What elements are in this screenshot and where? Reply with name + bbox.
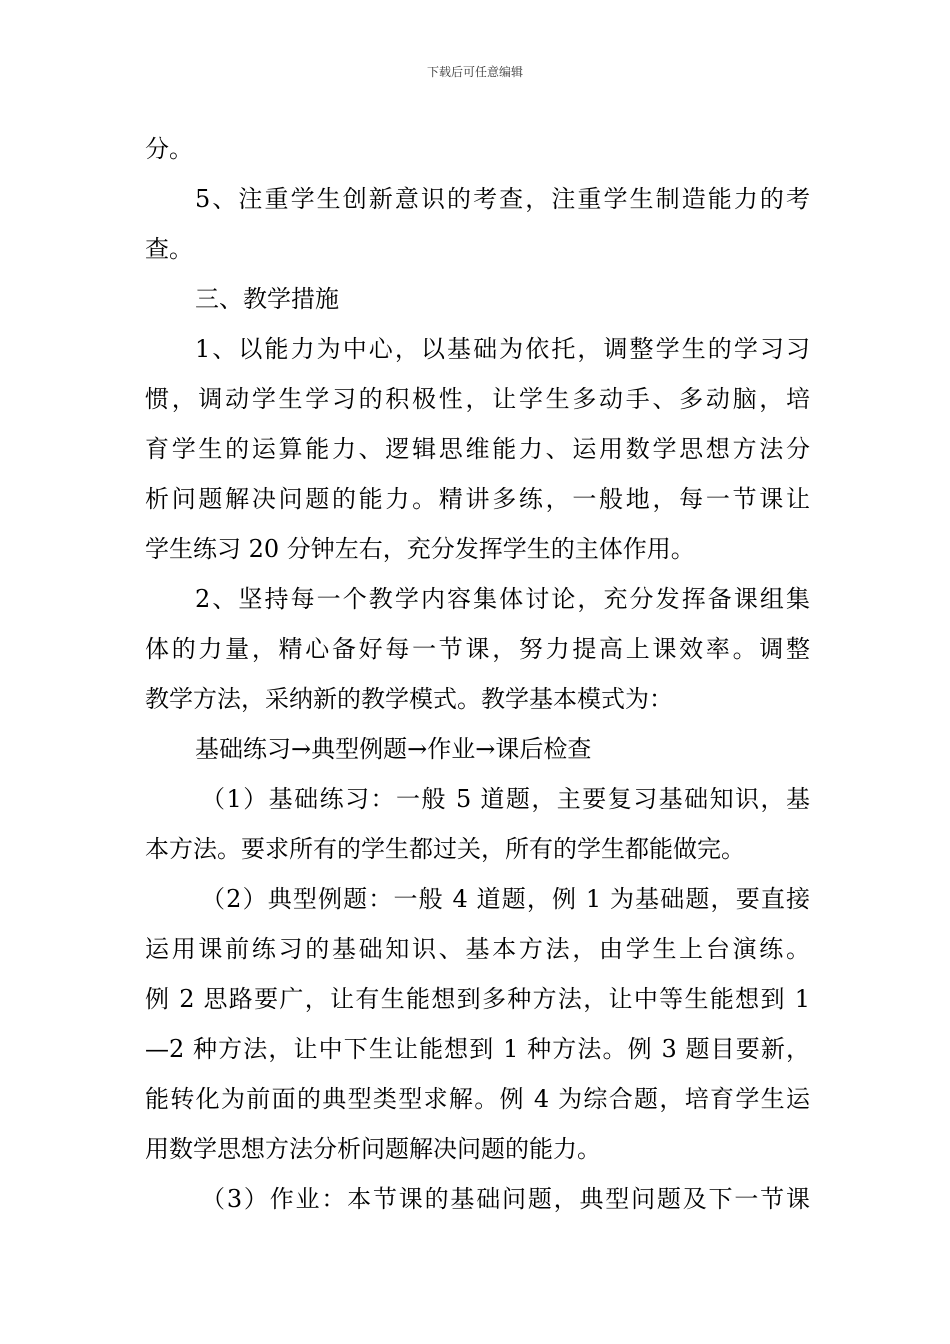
text-line: 运用课前练习的基础知识、基本方法，由学生上台演练。 [145,935,810,963]
text-line: 1、以能力为中心，以基础为依托，调整学生的学习习 [195,335,810,363]
text-line: 能转化为前面的典型类型求解。例 4 为综合题，培育学生运 [145,1085,810,1113]
document-body [145,124,810,1224]
section-heading: 三、教学措施 [195,285,339,313]
text-line: 本方法。要求所有的学生都过关，所有的学生都能做完。 [145,835,745,863]
text-line: 分。 [145,135,193,163]
text-line: 2、坚持每一个教学内容集体讨论，充分发挥备课组集 [195,585,810,613]
text-line: 查。 [145,235,193,263]
text-line: （2）典型例题：一般 4 道题，例 1 为基础题，要直接 [201,885,810,913]
text-line: —2 种方法，让中下生让能想到 1 种方法。例 3 题目要新， [145,1035,810,1063]
text-line: 教学方法，采纳新的教学模式。教学基本模式为： [145,685,673,713]
text-line: （3）作业：本节课的基础问题，典型问题及下一节课 [201,1185,810,1213]
text-line: （1）基础练习：一般 5 道题，主要复习基础知识，基 [201,785,810,813]
page-header: 下载后可任意编辑 [426,65,523,79]
text-line: 5、注重学生创新意识的考查，注重学生制造能力的考 [195,185,810,213]
text-line: 学生练习 20 分钟左右，充分发挥学生的主体作用。 [145,535,695,563]
text-line: 体的力量，精心备好每一节课，努力提高上课效率。调整 [145,635,810,663]
text-line: 用数学思想方法分析问题解决问题的能力。 [145,1135,601,1163]
text-line: 惯，调动学生学习的积极性，让学生多动手、多动脑，培 [145,385,810,413]
text-line: 例 2 思路要广，让有生能想到多种方法，让中等生能想到 1 [145,985,810,1013]
text-line: 育学生的运算能力、逻辑思维能力、运用数学思想方法分 [145,435,810,463]
text-line: 析问题解决问题的能力。精讲多练，一般地，每一节课让 [145,485,810,513]
text-line: 基础练习→典型例题→作业→课后检查 [195,735,592,763]
